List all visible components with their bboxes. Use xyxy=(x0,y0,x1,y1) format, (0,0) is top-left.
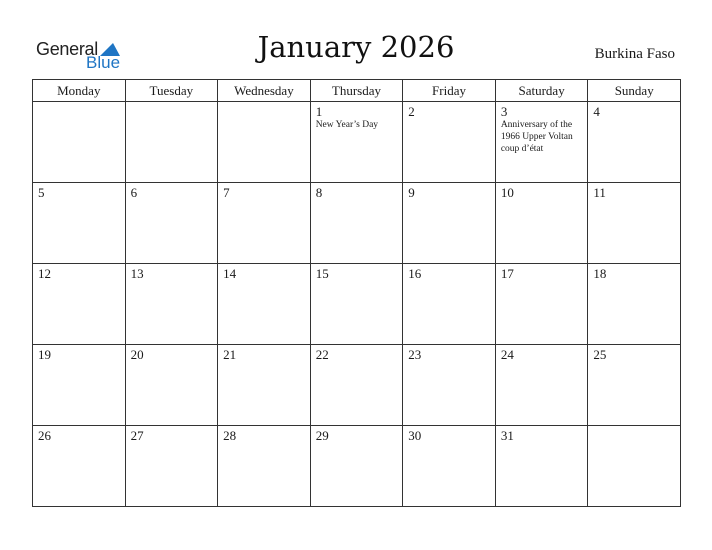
calendar-day-cell xyxy=(218,264,311,345)
day-number: 28 xyxy=(223,428,237,443)
day-number: 4 xyxy=(593,104,600,119)
brand-logo-blue: Blue xyxy=(86,53,121,72)
day-number: 10 xyxy=(500,185,514,200)
calendar-day-cell xyxy=(403,264,496,345)
calendar-day-cell xyxy=(218,183,311,264)
day-number: 17 xyxy=(500,266,514,281)
day-number: 14 xyxy=(223,266,237,281)
calendar-grid xyxy=(32,79,681,507)
calendar-day-cell xyxy=(403,345,496,426)
day-number: 26 xyxy=(38,428,51,443)
weekday-header-row xyxy=(33,80,681,102)
calendar-day-cell xyxy=(125,264,218,345)
calendar-week-row xyxy=(33,183,681,264)
calendar-day-cell xyxy=(588,426,681,507)
calendar-day-cell xyxy=(495,264,588,345)
day-number: 7 xyxy=(223,185,230,200)
calendar-week-row xyxy=(33,426,681,507)
calendar-day-cell xyxy=(218,102,311,183)
calendar-day-cell xyxy=(33,345,126,426)
day-number: 20 xyxy=(130,347,144,362)
day-number: 9 xyxy=(408,185,415,200)
day-number: 5 xyxy=(38,185,45,200)
calendar-day-cell xyxy=(218,426,311,507)
day-number: 25 xyxy=(593,347,607,362)
weekday-saturday: Saturday xyxy=(495,80,588,102)
calendar-day-cell xyxy=(403,102,496,183)
day-number: 21 xyxy=(223,347,237,362)
day-number: 8 xyxy=(315,185,323,200)
holiday-label: Anniversary of the 1966 Upper Voltan coup d’état xyxy=(500,120,573,154)
calendar-day-cell xyxy=(403,183,496,264)
calendar-day-cell xyxy=(125,183,218,264)
day-number: 13 xyxy=(130,266,144,281)
calendar-day-cell xyxy=(588,102,681,183)
calendar-day-cell xyxy=(125,426,218,507)
day-number: 22 xyxy=(315,347,329,362)
day-number: 24 xyxy=(500,347,514,362)
calendar-day-cell xyxy=(218,345,311,426)
calendar-day-cell xyxy=(495,183,588,264)
weekday-sunday: Sunday xyxy=(588,80,681,102)
day-number: 30 xyxy=(408,428,422,443)
calendar-day-cell xyxy=(495,345,588,426)
calendar-day-cell xyxy=(310,345,403,426)
day-number: 16 xyxy=(408,266,422,281)
calendar-day-cell xyxy=(33,183,126,264)
calendar-week-row xyxy=(33,264,681,345)
holiday-label: New Year’s Day xyxy=(315,120,379,130)
calendar-day-cell xyxy=(310,426,403,507)
calendar-day-cell xyxy=(33,426,126,507)
calendar-day-cell xyxy=(310,264,403,345)
day-number: 15 xyxy=(315,266,329,281)
calendar-day-cell xyxy=(403,426,496,507)
weekday-thursday: Thursday xyxy=(310,80,403,102)
country-name: Burkina Faso xyxy=(594,46,675,62)
weekday-wednesday: Wednesday xyxy=(218,80,311,102)
calendar-day-cell xyxy=(495,426,588,507)
weekday-friday: Friday xyxy=(403,80,496,102)
calendar-day-cell xyxy=(588,264,681,345)
day-number: 19 xyxy=(38,347,51,362)
page-title: January 2026 xyxy=(257,30,455,64)
calendar-day-cell xyxy=(125,102,218,183)
calendar-day-cell xyxy=(33,102,126,183)
calendar-day-cell xyxy=(310,102,403,183)
calendar-day-cell xyxy=(33,264,126,345)
brand-logo-general: General xyxy=(36,39,98,59)
calendar-week-row xyxy=(33,102,681,183)
calendar-day-cell xyxy=(125,345,218,426)
day-number: 18 xyxy=(593,266,607,281)
calendar-day-cell xyxy=(588,345,681,426)
day-number: 6 xyxy=(130,185,138,200)
weekday-monday: Monday xyxy=(33,80,126,102)
day-number: 11 xyxy=(593,185,606,200)
day-number: 23 xyxy=(408,347,422,362)
day-number: 3 xyxy=(500,104,508,119)
weekday-tuesday: Tuesday xyxy=(125,80,218,102)
day-number: 12 xyxy=(38,266,51,281)
calendar-day-cell xyxy=(495,102,588,183)
day-number: 2 xyxy=(408,104,415,119)
day-number: 27 xyxy=(130,428,144,443)
day-number: 29 xyxy=(315,428,329,443)
day-number: 31 xyxy=(500,428,514,443)
calendar-week-row xyxy=(33,345,681,426)
calendar-day-cell xyxy=(588,183,681,264)
calendar-day-cell xyxy=(310,183,403,264)
day-number: 1 xyxy=(315,104,323,119)
